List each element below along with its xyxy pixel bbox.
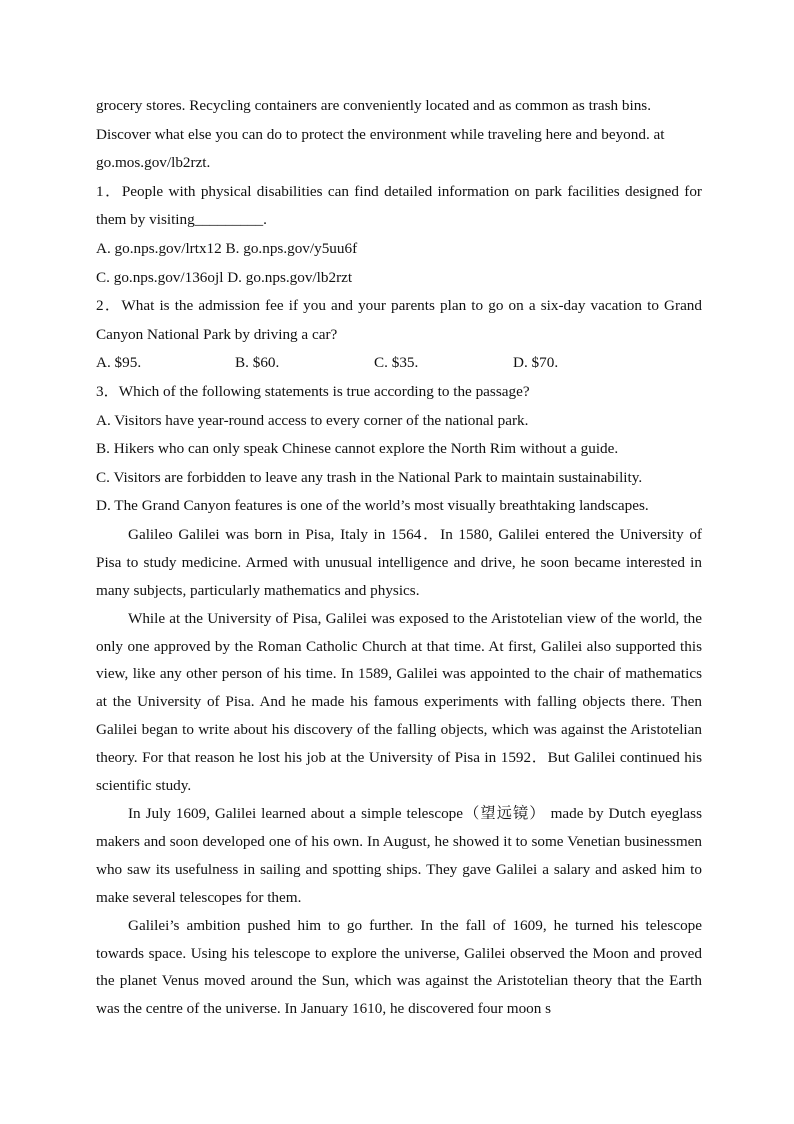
options-row [96, 349, 702, 378]
passage-paragraph: Galilei’s ambition pushed him to go further. In the fall of 1609, he turned his telescope towards space. Using his telescope to explore the universe, Galilei observed the Moon and proved the planet Venus moved around the Sun, which was against the Aristotelian theory that the Earth was the centre of the universe. In January 1610, he discovered four moon s [96, 916, 702, 1018]
option-line: D. The Grand Canyon features is one of the world’s most visually breathtaking landscapes. [96, 497, 649, 515]
option-line: C. go.nps.gov/136ojl D. go.nps.gov/lb2rzt [96, 268, 353, 286]
document-page [96, 92, 702, 1023]
text-line: Discover what else you can do to protect the environment while traveling here and beyond. at [96, 125, 665, 143]
option-a: A. $95. [96, 354, 142, 372]
passage-paragraph: Galileo Galilei was born in Pisa, Italy in 1564．In 1580, Galilei entered the University of Pisa to study medicine. Armed with unusual intelligence and drive, he soon became interested in many subjects, particularly mathematics and physics. [96, 525, 702, 599]
option-line: A. go.nps.gov/lrtx12 B. go.nps.gov/y5uu6f [96, 239, 358, 257]
passage-paragraph: In July 1609, Galilei learned about a simple telescope（望远镜） made by Dutch eyeglass makers and soon developed one of his own. In August, he showed it to some Venetian businessmen who saw its usefulness in sailing and spotting ships. They gave Galilei a salary and asked him to make several telescopes for them. [96, 804, 702, 906]
option-line: C. Visitors are forbidden to leave any trash in the National Park to maintain sustainability. [96, 468, 643, 486]
question-stem: 3．Which of the following statements is true according to the passage? [96, 382, 530, 400]
text-line: grocery stores. Recycling containers are conveniently located and as common as trash bins. [96, 97, 652, 114]
option-b: B. $60. [235, 354, 280, 372]
text-line: go.mos.gov/lb2rzt. [96, 154, 211, 172]
reading-passage [96, 521, 702, 1023]
question-stem: 1．People with physical disabilities can find detailed information on park facilities designed for them by visiting_________. [96, 182, 702, 229]
question-stem: 2．What is the admission fee if you and your parents plan to go on a six-day vacation to Grand Canyon National Park by driving a car? [96, 297, 702, 343]
option-c: C. $35. [374, 354, 419, 372]
question-1 [96, 178, 702, 292]
option-line: A. Visitors have year-round access to every corner of the national park. [96, 411, 529, 429]
passage-paragraph: While at the University of Pisa, Galilei was exposed to the Aristotelian view of the world, the only one approved by the Roman Catholic Church at that time. At first, Galilei also supported this view, like any other person of his time. In 1589, Galilei was appointed to the chair of mathematics at the University of Pisa. And he made his famous experiments with falling objects there. Then Galilei began to write about his discovery of the falling objects, which was against the Aristotelian theory. For that reason he lost his job at the University of Pisa in 1592．But Galilei continued his scientific study. [96, 609, 702, 795]
question-2 [96, 292, 702, 378]
intro-text [96, 92, 702, 178]
option-d: D. $70. [513, 354, 559, 372]
option-line: B. Hikers who can only speak Chinese cannot explore the North Rim without a guide. [96, 440, 619, 458]
question-3 [96, 378, 702, 521]
